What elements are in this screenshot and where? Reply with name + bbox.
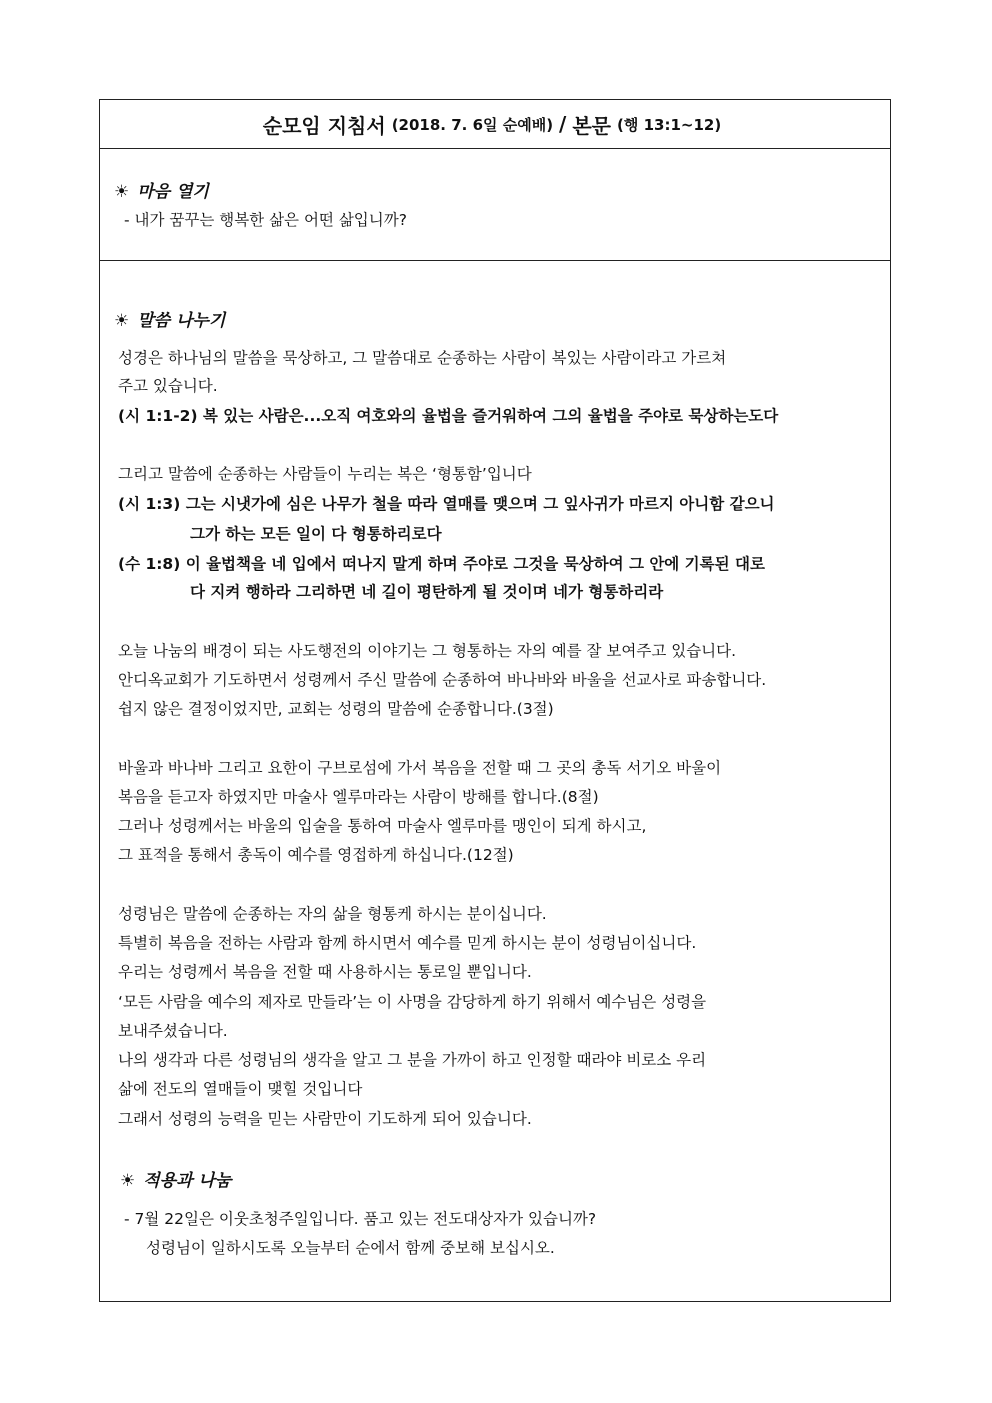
sharing-line: 안디옥교회가 기도하면서 성령께서 주신 말씀에 순종하여 바나바와 바울을 선교사로 파송합니다. (118, 671, 767, 689)
service-date: (2018. 7. 6일 순예배) (391, 115, 554, 134)
sharing-line: 보내주셨습니다. (118, 1022, 228, 1040)
sun-icon: ☀ (120, 1171, 136, 1191)
title-separator: / (559, 112, 567, 136)
application-line: - 7월 22일은 이웃초청주일입니다. 품고 있는 전도대상자가 있습니까? (124, 1210, 597, 1228)
scripture-quote: 다 지켜 행하라 그리하면 네 길이 평탄하게 될 것이며 네가 형통하리라 (190, 583, 664, 601)
sharing-line: 그리고 말씀에 순종하는 사람들이 누리는 복은 ‘형통함’입니다 (118, 465, 532, 483)
sharing-line: 나의 생각과 다른 성령님의 생각을 알고 그 분을 가까이 하고 인정할 때라야 비로소 우리 (118, 1051, 707, 1069)
application-line: 성령님이 일하시도록 오늘부터 순에서 함께 중보해 보십시오. (146, 1239, 555, 1257)
scripture-quote: (수 1:8) 이 율법책을 네 입에서 떠나지 말게 하며 주야로 그것을 묵상하여 그 안에 기록된 대로 (118, 555, 765, 573)
opening-title-text: 마음 열기 (137, 182, 209, 202)
scripture-quote: 그가 하는 모든 일이 다 형통하리로다 (190, 525, 442, 543)
scripture-quote: (시 1:3) 그는 시냇가에 심은 나무가 철을 따라 열매를 맺으며 그 잎사귀가 마르지 아니함 같으니 (118, 495, 775, 513)
worksheet-frame (99, 99, 891, 1302)
sharing-title (114, 306, 225, 331)
sharing-line: 그래서 성령의 능력을 믿는 사람만이 기도하게 되어 있습니다. (118, 1110, 532, 1128)
sharing-line: 그러나 성령께서는 바울의 입술을 통하여 마술사 엘루마를 맹인이 되게 하시고, (118, 817, 647, 835)
sharing-line: 주고 있습니다. (118, 377, 218, 395)
passage-reference: (행 13:1~12) (617, 115, 722, 134)
application-title (120, 1166, 231, 1191)
sharing-title-text: 말씀 나누기 (137, 311, 226, 331)
sharing-line: 삶에 전도의 열매들이 맺힐 것입니다 (118, 1080, 363, 1098)
sun-icon: ☀ (114, 182, 130, 202)
application-title-text: 적용과 나눔 (143, 1171, 232, 1191)
sharing-line: 쉽지 않은 결정이었지만, 교회는 성령의 말씀에 순종합니다.(3절) (118, 700, 554, 718)
sharing-line: 성경은 하나님의 말씀을 묵상하고, 그 말씀대로 순종하는 사람이 복있는 사람이라고 가르쳐 (118, 349, 727, 367)
sharing-line: 복음을 듣고자 하였지만 마술사 엘루마라는 사람이 방해를 합니다.(8절) (118, 788, 599, 806)
sharing-line: 오늘 나눔의 배경이 되는 사도행전의 이야기는 그 형통하는 자의 예를 잘 보여주고 있습니다. (118, 642, 737, 660)
sharing-line: 우리는 성령께서 복음을 전할 때 사용하시는 통로일 뿐입니다. (118, 963, 532, 981)
sharing-line: 특별히 복음을 전하는 사람과 함께 하시면서 예수를 믿게 하시는 분이 성령님이십니다. (118, 934, 697, 952)
page-title: 순모임 지침서 (262, 113, 386, 138)
opening-title (114, 177, 209, 202)
passage-label: 본문 (572, 113, 611, 138)
sharing-line: 바울과 바나바 그리고 요한이 구브로섬에 가서 복음을 전할 때 그 곳의 총독 서기오 바울이 (118, 759, 722, 777)
sharing-line: 그 표적을 통해서 총독이 예수를 영접하게 하십니다.(12절) (118, 846, 514, 864)
title-row (100, 100, 890, 149)
sharing-line: 성령님은 말씀에 순종하는 자의 삶을 형통케 하시는 분이십니다. (118, 905, 547, 923)
opening-section (100, 148, 890, 261)
sun-icon: ☀ (114, 311, 130, 331)
scripture-quote: (시 1:1-2) 복 있는 사람은...오직 여호와의 율법을 즐거워하여 그의 율법을 주야로 묵상하는도다 (118, 407, 779, 425)
sharing-line: ‘모든 사람을 예수의 제자로 만들라’는 이 사명을 감당하게 하기 위해서 예수님은 성령을 (118, 993, 707, 1011)
opening-question: - 내가 꿈꾸는 행복한 삶은 어떤 삶입니까? (124, 211, 407, 229)
